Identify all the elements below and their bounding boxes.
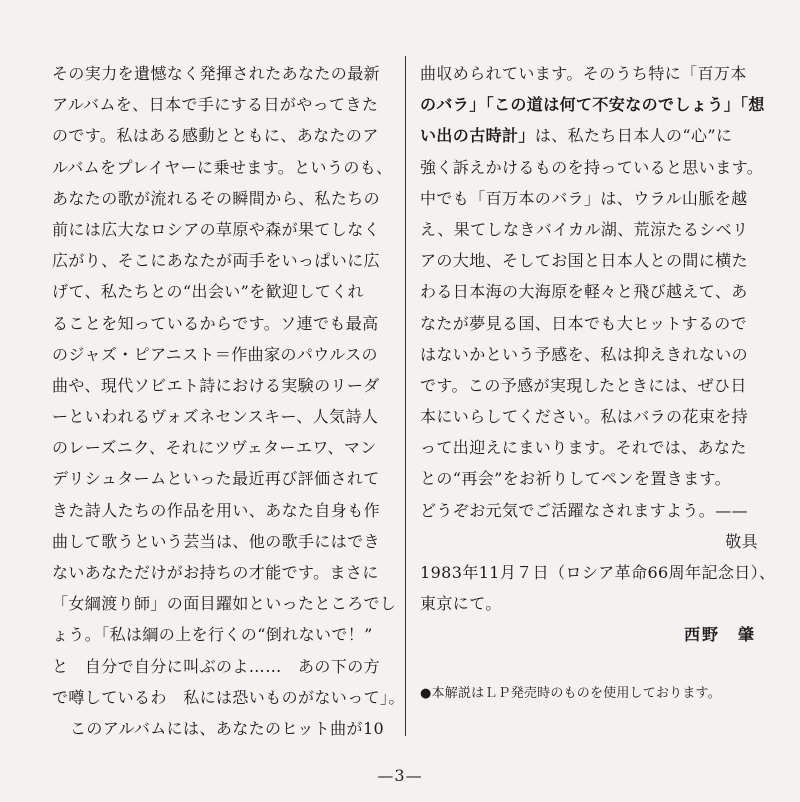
- text-line: のジャズ・ピアニスト＝作曲家のパウルスの: [52, 344, 378, 364]
- text-line: 曲収められています。そのうち特に「百万本: [420, 64, 747, 83]
- text-line: [420, 120, 760, 151]
- text-line: って出迎えにまいります。それでは、あなた: [420, 438, 747, 458]
- text-line: です。この予感が実現したときには、ぜひ日: [420, 375, 747, 395]
- text-line: のです。私はある感動とともに、あなたのア: [52, 126, 379, 146]
- text-line: 広がり、そこにあなたが両手をいっぱいに広: [52, 251, 381, 271]
- text-line: アルバムを、日本で手にする日がやってきた: [52, 95, 379, 115]
- text-line: はないかという予感を、私は抑えきれないの: [420, 344, 749, 364]
- text-line: あなたの歌が流れるその瞬間から、私たちの: [52, 188, 381, 208]
- text-line: アの大地、そしてお国と日本人との間に横た: [420, 251, 749, 271]
- text-line: げて、私たちとの“出会い”を歓迎してくれ: [52, 282, 365, 302]
- text-line: ょう。「私は綱の上を行くの“倒れないで！”: [52, 625, 373, 645]
- text-span: は、私たち日本人の“心”に: [534, 126, 733, 146]
- text-line: 曲して歌うという芸当は、他の歌手にはでき: [52, 531, 381, 551]
- text-line: 強く訴えかけるものを持っていると思います。: [420, 157, 764, 177]
- text-line: 「女綱渡り師」の面目躍如といったところでし: [52, 594, 397, 614]
- text-line: ーといわれるヴォズネセンスキー、人気詩人: [52, 407, 379, 427]
- text-line: との“再会”をお祈りしてペンを置きます。: [420, 469, 732, 489]
- left-text-column: [52, 58, 405, 744]
- page-number: —3—: [377, 766, 423, 785]
- date-line: 1983年11月７日（ロシア革命66周年記念日）、: [420, 563, 776, 582]
- text-line: 中でも「百万本のバラ」は、ウラル山脈を越: [420, 188, 748, 208]
- text-line: と 自分で自分に叫ぶのよ…… あの下の方: [52, 656, 381, 676]
- text-line: のレーズニク、それにツヴェターエワ、マン: [52, 438, 377, 458]
- text-line: デリシュタームといった最近再び評価されて: [52, 469, 380, 489]
- column-divider: [405, 56, 406, 736]
- right-text-column: [420, 58, 776, 651]
- author-signature: 西野 肇: [683, 625, 756, 645]
- text-line: わる日本海の大海原を軽々と飛び越えて、あ: [420, 282, 748, 302]
- text-line: なたが夢見る国、日本でも大ヒットするので: [420, 313, 748, 333]
- text-line: 前には広大なロシアの草原や森が果てしなく: [52, 219, 381, 239]
- text-line: きた詩人たちの作品を用い、あなた自身も作: [52, 500, 381, 520]
- text-line: どうぞお元気でご活躍なされますよう。——: [420, 500, 749, 520]
- song-title-emphasis: い出の古時計」: [420, 126, 535, 146]
- song-titles-line: のバラ」「この道は何て不安なのでしょう」「想: [420, 95, 765, 115]
- place-line: 東京にて。: [420, 594, 502, 614]
- text-line: ルバムをプレイヤーに乗せます。というのも、: [52, 157, 393, 177]
- text-line: このアルバムには、あなたのヒット曲が10: [70, 718, 385, 738]
- footnote: ●本解説はＬＰ発売時のものを使用しております。: [420, 686, 721, 701]
- text-line: で噂しているわ 私には恐いものがないって」。: [52, 687, 405, 707]
- text-line: ないあなただけがお持ちの才能です。まさに: [52, 563, 379, 582]
- text-line: その実力を遺憾なく発揮されたあなたの最新: [52, 64, 381, 83]
- text-line: 本にいらしてください。私はバラの花束を持: [420, 407, 749, 427]
- text-line: え、果てしなきバイカル湖、荒涼たるシベリ: [420, 219, 749, 239]
- closing-phrase: 敬具: [725, 531, 758, 551]
- text-line: 曲や、現代ソビエト詩における実験のリーダ: [52, 375, 380, 395]
- text-line: ることを知っているからです。ソ連でも最高: [52, 313, 379, 333]
